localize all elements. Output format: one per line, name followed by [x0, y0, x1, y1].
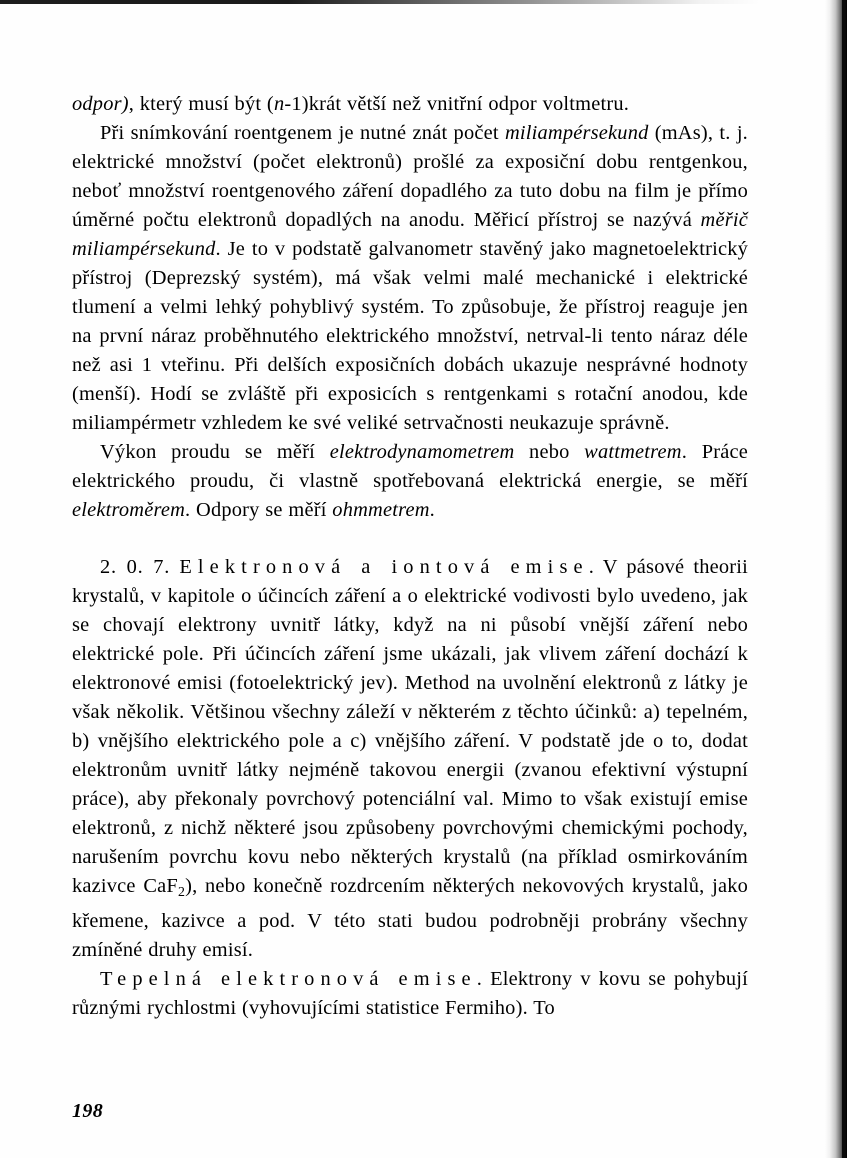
section-heading-period: .: [588, 556, 594, 578]
italic-term-odpor: odpor): [72, 93, 129, 115]
italic-term-meric-miliampersekund: měřič miliampérsekund: [72, 209, 748, 260]
p5-body-text: Elektrony v kovu se pohybují různými rychlostmi (vyhovujícími statistice Fermiho). To: [72, 967, 748, 1019]
paragraph-vykon-proudu: [72, 438, 748, 525]
italic-term-wattmetrem: wattmetrem: [584, 441, 682, 463]
subsection-heading-period: .: [476, 967, 483, 990]
italic-term-ohmmetrem: ohmmetrem: [332, 499, 430, 521]
section-2-0-7: [72, 553, 748, 965]
italic-term-elektromerem: elektroměrem: [72, 499, 186, 521]
p2-text-b: (mAs), t. j. elektrické množství (počet elektronů) prošlé za exposiční dobu rentgenkou, neboť množství roentgenového záření dopadlého za tuto dobu na film je přímo úměrné počtu elektronů dopadlých na anodu. Měřicí přístroj se nazývá: [72, 122, 748, 231]
p3-text-a: Výkon proudu se měří: [100, 441, 330, 463]
p3-text-e: .: [429, 499, 435, 521]
p3-text-c: . Práce elektrického proudu, či vlastně spotřebovaná elektrická energie, se měří: [72, 441, 748, 492]
p3-text-d: . Odpory se měří: [185, 499, 333, 521]
page-number: 198: [72, 1100, 104, 1122]
italic-term-elektrodynamometrem: elektrodynamometrem: [329, 441, 515, 463]
p2-text-c: . Je to v podstatě galvanometr stavěný jako magnetoelektrický přístroj (Deprezský systém), má však velmi malé mechanické i elektrické tlumení a velmi lehký pohyblivý systém. To způsobuje, že přístroj reaguje jen na první náraz proběhnutého elektrického množství, netrval-li tento náraz déle než asi 1 vteřinu. Při delších exposičních dobách ukazuje nesprávné hodnoty (menší). Hodí se zvláště při exposicích s rentgenkami s rotační anodou, kde miliampérmetr vzhledem ke své veliké setrvačnosti neukazuje správně.: [72, 238, 748, 434]
p4-body-text: V pásové theorii krystalů, v kapitole o účincích záření a o elektrické vodivosti bylo uvedeno, jak se chovají elektrony uvnitř látky, když na ni působí vnější záření nebo elektrické pole. Při účincích záření jsme ukázali, jak vlivem záření dochází k elektronové emisi (fotoelektrický jev). Method na uvolnění elektronů z látky je však několik. Většinou všechny záleží v některém z těchto účinků: a) tepelném, b) vnějšího elektrického pole a c) vnějšího záření. V podstatě jde o to, dodat elektronům uvnitř látky nejméně takovou energii (zvanou efektivní výstupní práce), aby překonaly povrchový potenciální val. Mimo to však existují emise elektronů, z nichž některé jsou způsobeny povrchovými chemickými pochody, narušením povrchu kovu nebo některých krystalů (na příklad osmirkováním kazivce CaF: [72, 556, 748, 897]
paragraph-continuation: [72, 90, 748, 119]
chemical-subscript-caf2: 2: [177, 884, 186, 900]
p4-body-tail: ), nebo konečně rozdrcením některých nekovových krystalů, jako křemene, kazivce a pod. V této stati budou podrobněji probrány všechny zmíněné druhy emisí.: [72, 875, 749, 961]
scan-top-edge-artifact: [0, 0, 760, 4]
subsection-heading-tepelna-elektronova-emise: Tepelná elektronová emise: [100, 967, 477, 990]
italic-term-miliampersekund: miliampérsekund: [504, 122, 649, 144]
section-heading-elektronova-a-iontova-emise: Elektronová a iontová emise: [179, 556, 589, 578]
p3-text-b: nebo: [514, 441, 585, 463]
scan-right-edge-line: [842, 0, 845, 1158]
section-number: 2. 0. 7.: [100, 556, 171, 578]
subsection-tepelna-elektronova-emise: [72, 965, 748, 1023]
paragraph-continuation-text-a: , který musí být (: [128, 93, 274, 115]
paragraph-miliampersekund: [72, 119, 748, 438]
paragraph-continuation-text-b: -1)krát větší než vnitřní odpor voltmetru.: [284, 93, 630, 115]
p2-text-a: Při snímkování roentgenem je nutné znát počet: [100, 122, 505, 144]
italic-variable-n: n: [273, 93, 285, 115]
text-column: [72, 90, 748, 1023]
